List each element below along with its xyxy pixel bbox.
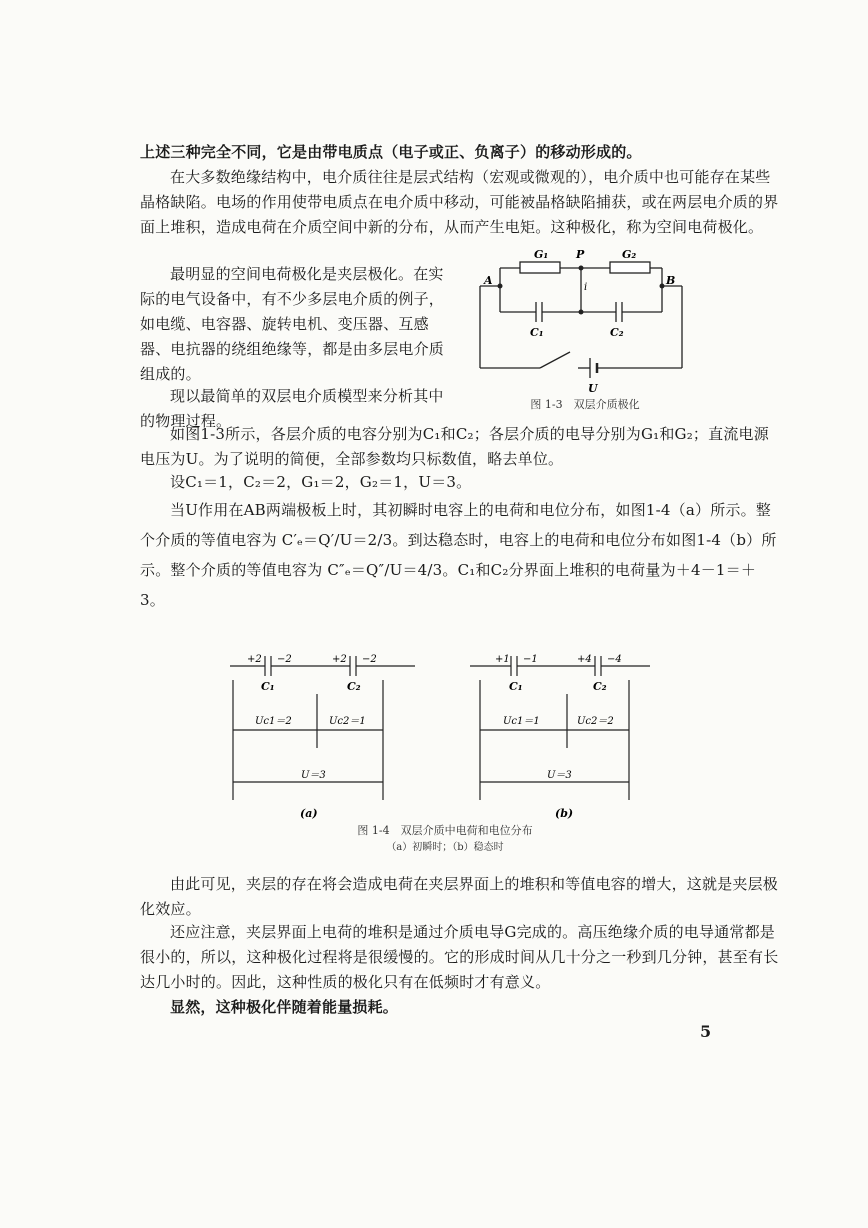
paragraph-3: 最明显的空间电荷极化是夹层极化。在实际的电气设备中，有不少多层电介质的例子，如电缆、电容器、旋转电机、变压器、互感器、电抗器的绕组绝缘等，都是由多层电介质组成的。 [140,265,445,383]
figure-1-4 [225,640,665,820]
paragraph-1: 上述三种完全不同，它是由带电质点（电子或正、负离子）的移动形成的。 [140,143,642,161]
paragraph-9: 还应注意，夹层界面上电荷的堆积是通过介质电导G完成的。高压绝缘介质的电导通常都是很小的，所以，这种极化过程将是很缓慢的。它的形成时间从几十分之一秒到几分钟，甚至有长达几小时的。因此，这种性质的极化只有在低频时才有意义。 [140,923,779,991]
label-i: i [584,282,588,293]
label-c1: C₁ [530,326,544,339]
label-u: U [588,382,598,395]
figure-1-3 [470,240,700,400]
label-g2: G₂ [622,248,637,261]
fig14b-charge-3: +4 [577,654,592,665]
paragraph-7: 当U作用在AB两端极板上时，其初瞬时电容上的电荷和电位分布，如图1-4（a）所示。整个介质的等值电容为 C′ₑ＝Q′/U＝2/3。到达稳态时，电容上的电荷和电位分布如图1-4（b）所示。整个介质的等值电容为 C″ₑ＝Q″/U＝4/3。C₁和C₂分界面上堆积的电荷量为＋4－1＝＋3。 [140,501,777,609]
fig14b-uc1: Uc1＝1 [503,716,540,727]
fig14a-charge-1: +2 [247,654,262,665]
fig14a-charge-4: −2 [362,654,377,665]
label-c2: C₂ [610,326,624,339]
paragraph-2: 在大多数绝缘结构中，电介质往往是层式结构（宏观或微观的），电介质中也可能存在某些晶格缺陷。电场的作用使带电质点在电介质中移动，可能被晶格缺陷捕获，或在两层电介质的界面上堆积，造成电荷在介质空间中新的分布，从而产生电矩。这种极化，称为空间电荷极化。 [140,168,779,236]
paragraph-10: 显然，这种极化伴随着能量损耗。 [170,998,399,1016]
fig14b-c1: C₁ [509,680,523,693]
fig14b-c2: C₂ [593,680,607,693]
fig14a-c1: C₁ [261,680,275,693]
page-number: 5 [700,1022,712,1041]
figure-1-3-caption: 图 1-3 双层介质极化 [530,398,640,411]
fig14a-charge-3: +2 [332,654,347,665]
label-g1: G₁ [534,248,549,261]
fig14b-label: (b) [555,807,574,820]
paragraph-5: 如图1-3所示，各层介质的电容分别为C₁和C₂；各层介质的电导分别为G₁和G₂；直流电源电压为U。为了说明的简便，全部参数均只标数值，略去单位。 [140,425,769,468]
figure-1-4-subcaption: （a）初瞬时；（b）稳态时 [386,842,504,853]
fig14b-charge-1: +1 [495,654,510,665]
label-b: B [666,274,676,287]
fig14b-charge-4: −4 [607,654,622,665]
fig14a-uc1: Uc1＝2 [255,716,292,727]
fig14b-charge-2: −1 [523,654,538,665]
label-a: A [484,274,493,287]
paragraph-4: 现以最简单的双层电介质模型来分析其中的物理过程。 [140,387,444,430]
paragraph-8: 由此可见，夹层的存在将会造成电荷在夹层界面上的堆积和等值电容的增大，这就是夹层极化效应。 [140,875,779,918]
paragraph-6: 设C₁＝1，C₂＝2，G₁＝2，G₂＝1，U＝3。 [170,473,472,491]
fig14a-charge-2: −2 [277,654,292,665]
label-p: P [576,248,585,261]
fig14a-u: U＝3 [301,770,326,781]
fig14a-label: (a) [300,807,318,820]
figure-1-4-caption: 图 1-4 双层介质中电荷和电位分布 [357,824,533,837]
fig14a-c2: C₂ [347,680,361,693]
fig14b-uc2: Uc2＝2 [577,716,614,727]
fig14b-u: U＝3 [547,770,572,781]
fig14a-uc2: Uc2＝1 [329,716,366,727]
